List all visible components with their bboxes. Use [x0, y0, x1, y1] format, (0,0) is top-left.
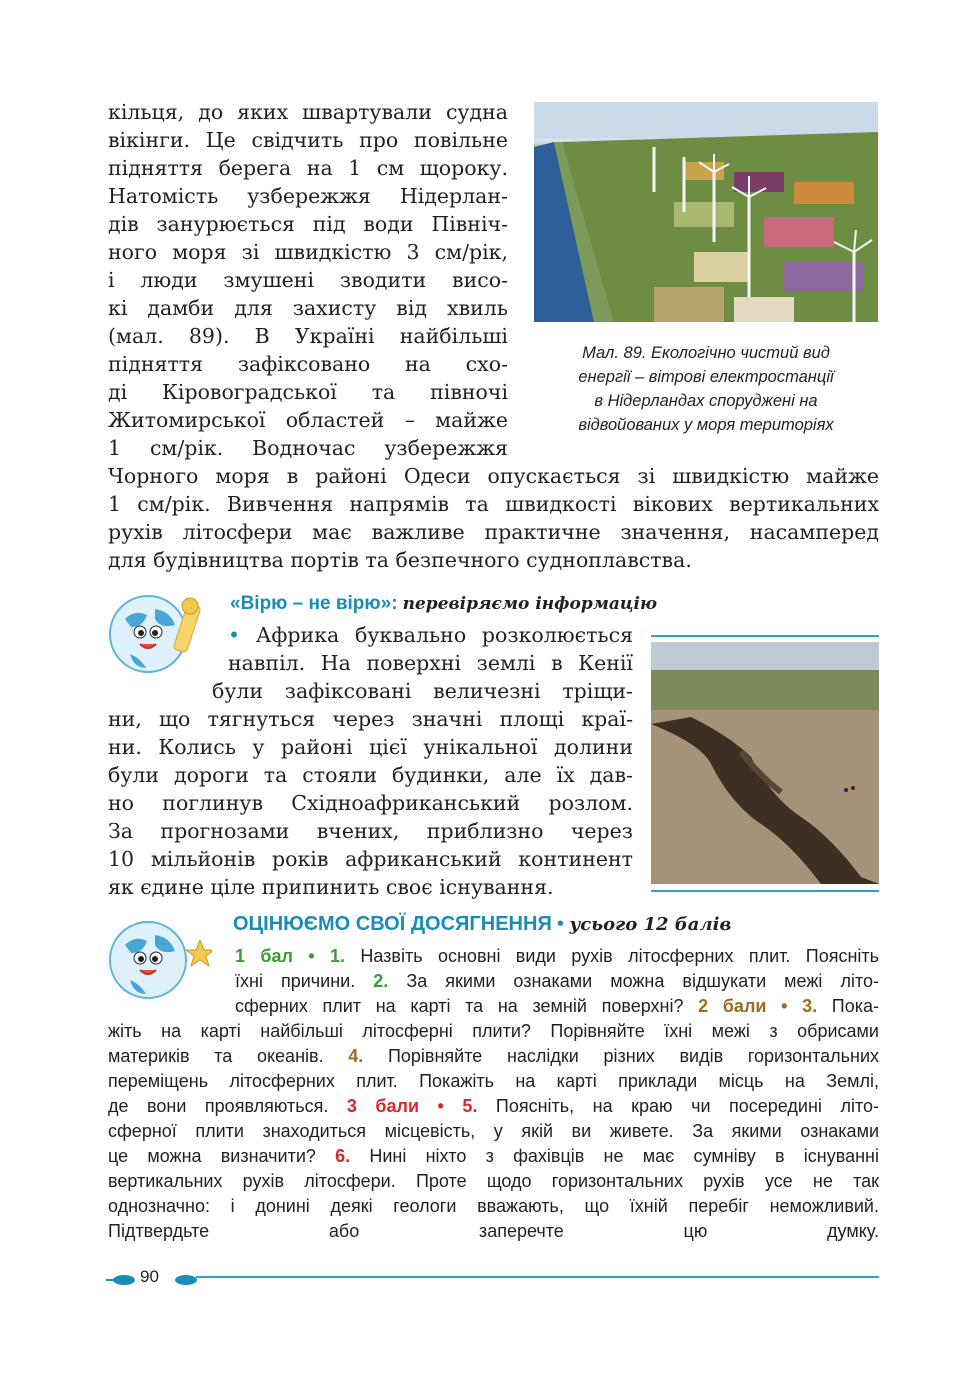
question-line: вертикальних рухів літосфери. Проте щодо горизонтальних рухів усе не так	[108, 1171, 879, 1191]
photo-top-rule	[651, 635, 879, 637]
question-text: Порівняйте наслідки різних видів горизонтальних	[363, 1046, 879, 1066]
text-line: За прогнозами вчених, приблизно через	[108, 819, 633, 843]
text-line: ді Кіровоградської та півночі	[108, 380, 508, 404]
text-line: но поглинув Східноафриканський розлом.	[108, 791, 633, 815]
text-line: дів занурюється під води Північ-	[108, 212, 508, 236]
question-text: де вони проявляються.	[108, 1096, 347, 1116]
question-text: материків та океанів.	[108, 1046, 349, 1066]
question-line: жіть на карті найбільші літосферні плити? Порівняйте їхні межі з обрисами	[108, 1021, 879, 1041]
believe-title: «Вірю – не вірю»:	[230, 593, 398, 614]
text-line: 10 мільйонів років африканський континент	[108, 847, 633, 871]
text-line: були зафіксовані величезні тріщи-	[212, 679, 633, 703]
leaf-icon	[106, 1271, 136, 1283]
wind-farm-photo	[534, 102, 878, 322]
text-line: (мал. 89). В Україні найбільші	[108, 324, 508, 348]
question-text: сферних плит на карті та на земній поверхні?	[235, 996, 699, 1016]
text-line: кі дамби для захисту від хвиль	[108, 296, 508, 320]
bullet-icon: •	[556, 913, 570, 935]
text-line: ни. Колись у районі цієї унікальної долини	[108, 735, 633, 759]
assessment-subtitle: усього 12 балів	[569, 914, 732, 935]
text-line: були дороги та стояли будинки, але їх дав-	[108, 763, 633, 787]
text-line: навпіл. На поверхні землі в Кенії	[228, 651, 633, 675]
question-text: їхні причини.	[235, 971, 374, 991]
question-line: Підтвердьте або заперечте цю думку.	[108, 1221, 879, 1241]
text-line: рухів літосфери має важливе практичне значення, насамперед	[108, 520, 879, 544]
score-label: 1 бал • 1.	[235, 946, 345, 966]
text-line	[228, 621, 633, 649]
caption-line: відвойованих у моря територіях	[578, 416, 834, 434]
question-number: 6.	[335, 1146, 351, 1166]
question-line: переміщень літосферних плит. Покажіть на карті приклади місць на Землі,	[108, 1071, 879, 1091]
caption-line: енергії – вітрові електростанції	[578, 368, 834, 386]
caption-line: в Нідерландах споруджені на	[594, 392, 818, 410]
question-line	[108, 1094, 879, 1119]
assessment-heading	[233, 909, 731, 939]
page-number: 90	[140, 1267, 159, 1286]
text-line: вікінги. Це свідчить про повільне	[108, 128, 508, 152]
text-line: 1 см/рік. Вивчення напрямів та швидкості вікових вертикальних	[108, 492, 879, 516]
text-line: Чорного моря в районі Одеси опускається зі швидкістю майже	[108, 464, 879, 488]
text-line: Житомирської областей – майже	[108, 408, 508, 432]
rift-valley-photo	[651, 642, 879, 884]
believe-subtitle: перевіряємо інформацію	[402, 594, 658, 614]
text-line: кільця, до яких швартували судна	[108, 100, 508, 124]
caption-line: Мал. 89. Екологічно чистий вид	[582, 344, 830, 362]
text-line: ного моря зі швидкістю 3 см/рік,	[108, 240, 508, 264]
text-line: підняття зафіксовано на схо-	[108, 352, 508, 376]
text-line: як єдине ціле припинить своє існування.	[108, 875, 554, 899]
question-line	[108, 1044, 879, 1069]
text-span: Африка буквально розколюється	[255, 623, 633, 647]
question-text: Нині ніхто з фахівців не має сумніву в існуванні	[350, 1146, 879, 1166]
question-line	[235, 969, 879, 994]
globe-mascot-star-icon	[100, 910, 212, 1010]
question-line: сферної плити знаходиться місцевість, у якій ви живете. За якими ознаками	[108, 1121, 879, 1141]
text-line: для будівництва портів та безпечного судноплавства.	[108, 548, 692, 572]
assessment-title: ОЦІНЮЄМО СВОЇ ДОСЯГНЕННЯ	[233, 913, 552, 935]
bullet-icon: •	[228, 623, 256, 647]
text-line: Натомість узбережжя Нідерлан-	[108, 184, 508, 208]
question-line	[235, 944, 879, 969]
globe-mascot-scroll-icon	[100, 584, 212, 684]
question-text: це можна визначити?	[108, 1146, 336, 1166]
question-text: За якими ознаками можна відшукати межі літо-	[388, 971, 879, 991]
footer-rule	[196, 1276, 879, 1278]
text-line: і люди змушені зводити висо-	[108, 268, 508, 292]
question-text: Поясніть, на краю чи посередині літо-	[477, 1096, 879, 1116]
text-line: підняття берега на 1 см щороку.	[108, 156, 508, 180]
question-line	[235, 994, 879, 1019]
text-line: 1 см/рік. Водночас узбережжя	[108, 436, 508, 460]
question-text: Назвіть основні види рухів літосферних плит. Поясніть	[345, 946, 879, 966]
photo-bottom-rule	[651, 890, 879, 892]
wind-farm-illustration	[534, 102, 878, 322]
score-label: 2 бали • 3.	[698, 996, 818, 1016]
question-number: 4.	[348, 1046, 364, 1066]
question-text: Пока-	[817, 996, 879, 1016]
question-line: однозначно: і донині деякі геологи вважають, що їхній перебіг неможливий.	[108, 1196, 879, 1216]
question-line	[108, 1144, 879, 1169]
rift-illustration	[651, 642, 879, 884]
question-number: 2.	[373, 971, 389, 991]
score-label: 3 бали • 5.	[346, 1096, 478, 1116]
believe-heading	[230, 590, 657, 618]
text-line: ни, що тягнуться через значні площі краї-	[108, 707, 633, 731]
